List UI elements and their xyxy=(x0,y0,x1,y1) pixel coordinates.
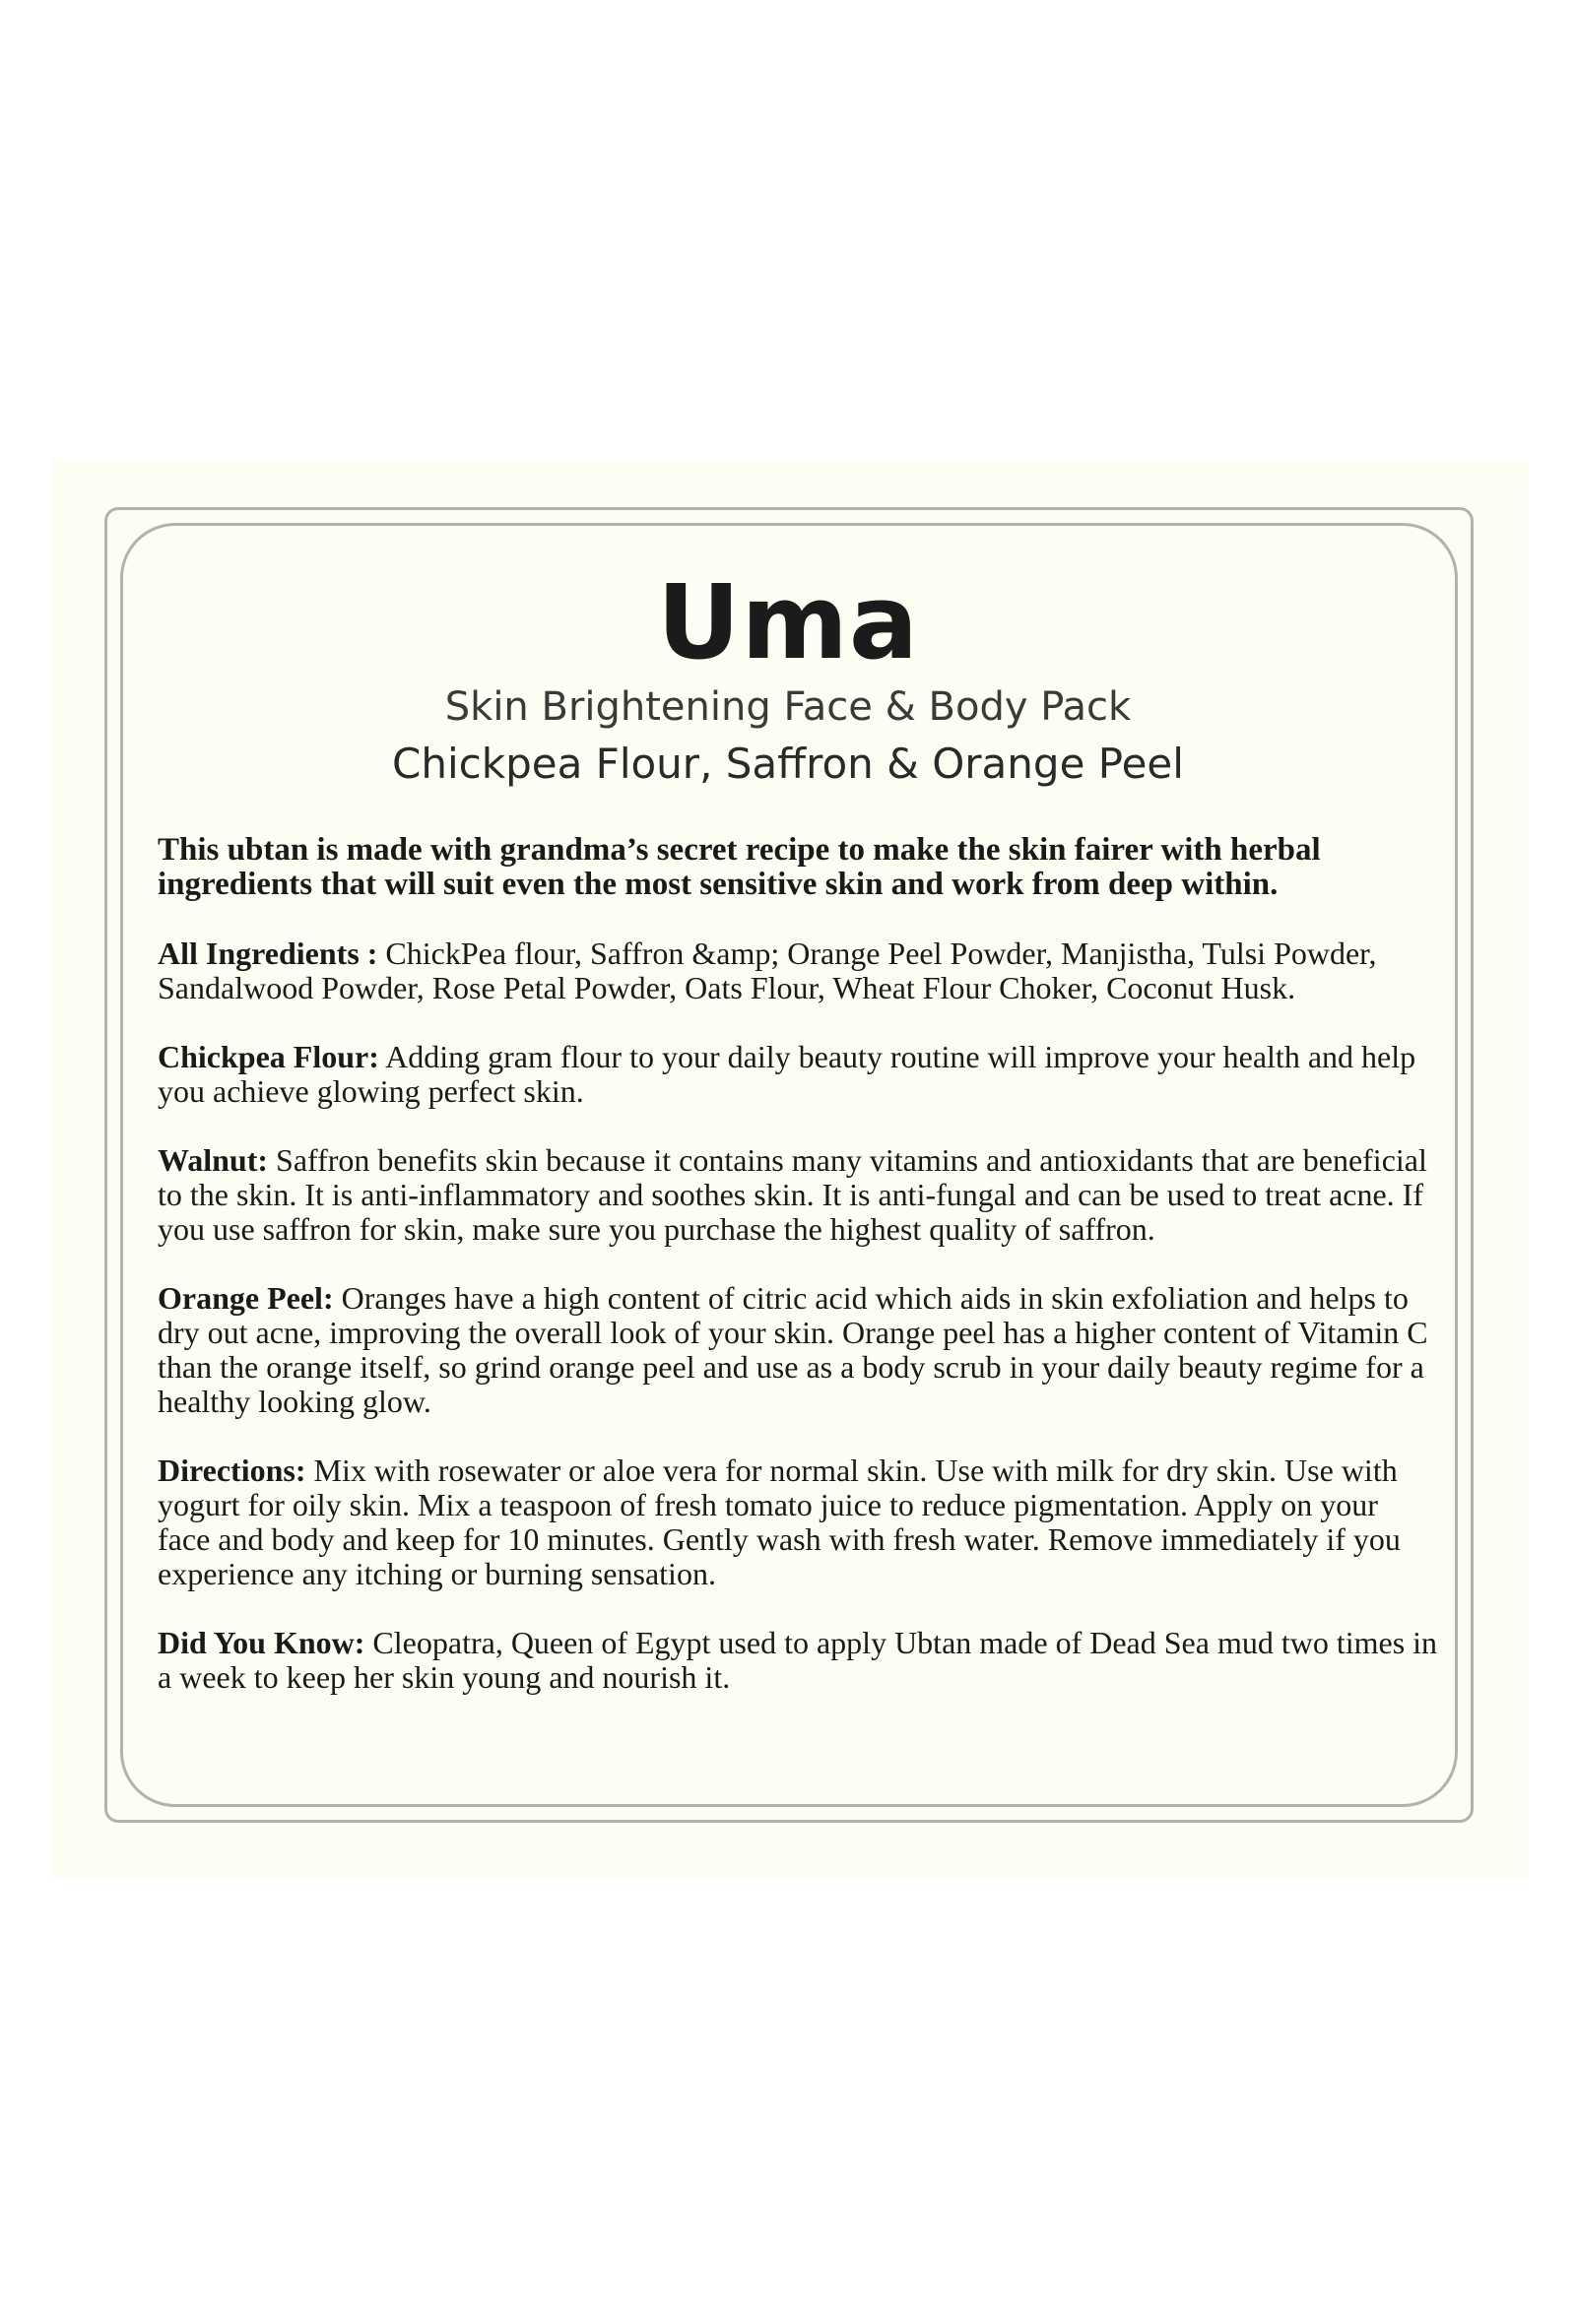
brand-name: Uma xyxy=(657,562,919,682)
section-walnut xyxy=(158,1143,1438,1247)
section-chickpea-flour xyxy=(158,1040,1438,1109)
section-text: Adding gram flour to your daily beauty routine will improve your health and help you achieve glowing perfect skin. xyxy=(158,1039,1416,1109)
section-text: ChickPea flour, Saffron &amp; Orange Peel Powder, Manjistha, Tulsi Powder, Sandalwood Powder, Rose Petal Powder, Oats Flour, Wheat Flour Choker, Coconut Husk. xyxy=(158,936,1377,1005)
section-text: Cleopatra, Queen of Egypt used to apply Ubtan made of Dead Sea mud two times in a week to keep her skin young and nourish it. xyxy=(158,1625,1438,1695)
section-text: Oranges have a high content of citric acid which aids in skin exfoliation and helps to dry out acne, improving the overall look of your skin. Orange peel has a higher content of Vitamin C than the orange itself, so grind orange peel and use as a body scrub in your daily beauty regime for a healthy looking glow. xyxy=(158,1280,1428,1419)
section-heading: Walnut: xyxy=(158,1142,269,1178)
section-heading: Chickpea Flour: xyxy=(158,1039,379,1074)
intro-text: This ubtan is made with grandma’s secret recipe to make the skin fairer with herbal ingredients that will suit even the most sensitive skin and work from deep within. xyxy=(158,832,1321,902)
key-ingredients-line: Chickpea Flour, Saffron & Orange Peel xyxy=(392,740,1184,788)
product-subtitle: Skin Brightening Face & Body Pack xyxy=(444,684,1132,730)
section-directions xyxy=(158,1453,1438,1591)
section-heading: Directions: xyxy=(158,1452,306,1488)
label-content xyxy=(158,833,1438,1729)
section-orange-peel xyxy=(158,1281,1438,1419)
section-did-you-know xyxy=(158,1626,1438,1695)
section-heading: All Ingredients : xyxy=(158,936,378,971)
section-text: Mix with rosewater or aloe vera for normal skin. Use with milk for dry skin. Use with yogurt for oily skin. Mix a teaspoon of fresh tomato juice to reduce pigmentation. Apply on your face and body and keep for 10 minutes. Gently wash with fresh water. Remove immediately if you experience any itching or burning sensation. xyxy=(158,1452,1401,1591)
section-text: Saffron benefits skin because it contains many vitamins and antioxidants that are beneficial to the skin. It is anti-inflammatory and soothes skin. It is anti-fungal and can be used to treat acne. If you use saffron for skin, make sure you purchase the highest quality of saffron. xyxy=(158,1142,1427,1247)
section-all-ingredients xyxy=(158,936,1438,1005)
section-heading: Did You Know: xyxy=(158,1625,365,1660)
section-heading: Orange Peel: xyxy=(158,1280,334,1316)
